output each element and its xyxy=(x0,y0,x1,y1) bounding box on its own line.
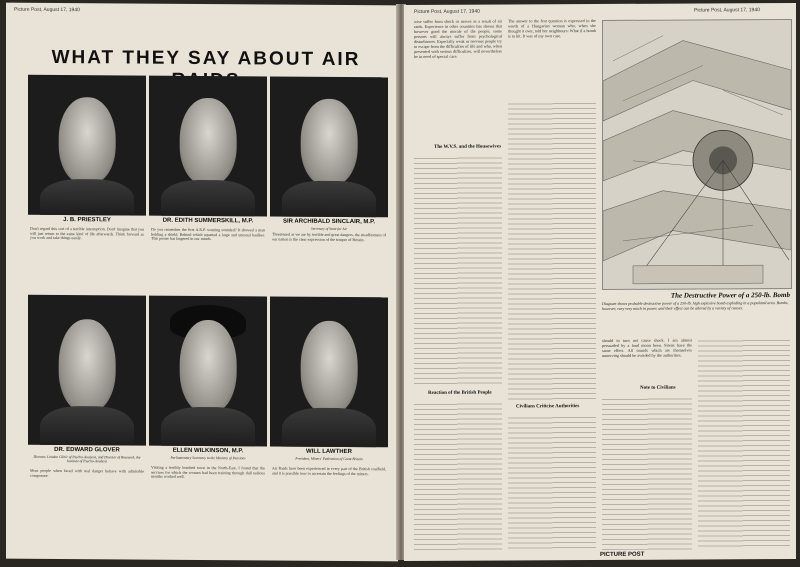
right-page-header-left: Picture Post, August 17, 1940 xyxy=(414,8,480,15)
subhead-note-civilians: Note to Civilians xyxy=(640,385,676,391)
portrait-photo-wilkinson xyxy=(149,296,267,447)
diagram-caption: The Destructive Power of a 250-lb. Bomb xyxy=(670,291,790,300)
subhead-wvs: The W.V.S. and the Housewives xyxy=(434,144,502,150)
portrait-caption-priestley: J. B. PRIESTLEY xyxy=(63,217,111,224)
portrait-caption-lawther: WILL LAWTHER xyxy=(306,448,352,456)
portrait-photo-priestley xyxy=(28,75,146,216)
portrait-photo-lawther xyxy=(270,296,388,447)
portrait-photo-sinclair xyxy=(270,76,388,217)
right-page xyxy=(404,3,796,561)
portrait-subtitle-glover: Director, London Clinic of Psycho-Analysis, and Director of Research, the Institute of Psycho-Analysis xyxy=(33,454,141,464)
body-column-2-lines xyxy=(508,100,596,400)
body-column-1-top: wise suffer from shock or nerves as a result of air raids. Experience in other countries has shown that however good the morale of the people, some persons will always suffer from psychological disturbances. Especially weak or nervous people try to escape from the difficulties of life and who, when presented with serious difficulties, will nevertheless be in need of special care. xyxy=(414,18,502,59)
left-page-header: Picture Post, August 17, 1940 xyxy=(14,6,80,14)
body-column-3-top: should in turn not cause shock. I am almost persuaded by a loud moon been. Sirens have the same effect. All sounds which are themselves unnerving should be avoided by the authorities. xyxy=(602,337,692,358)
quote-priestley: Don't regard this sort of a terrible interruption. Don't imagine that you will just return to the same kind of life afterwards. Think forward as you work and take things easily. xyxy=(30,225,144,241)
quote-sinclair: Threatened as we are by terrible and great dangers, the steadfastness of our nation is the clear expression of the temper of Britain. xyxy=(272,231,386,242)
body-column-1-lines xyxy=(414,155,502,385)
portrait-photo-glover xyxy=(28,295,146,446)
page-title: WHAT THEY SAY ABOUT AIR xyxy=(51,46,361,71)
quote-summerskill: Do you remember the first A.R.P. warning sounded? It showed a man holding a shield. Behind which squatted a large and unusual baulker. This poster has lingered in our minds. xyxy=(151,226,265,242)
portrait-subtitle-wilkinson: Parliamentary Secretary to the Ministry of Pensions xyxy=(170,455,246,461)
page-footer: PICTURE POST xyxy=(600,551,645,558)
body-column-2-bottom-lines xyxy=(508,414,596,550)
quote-glover: Most people when faced with real danger behave with admirable composure. xyxy=(30,467,144,478)
portrait-caption-glover: DR. EDWARD GLOVER xyxy=(54,446,120,454)
body-column-2-top: The answer to the fear question is expressed in the words of a Hungarian woman who, when she thought it over, told her neighbours: What if a bomb is to hit. It was of my own case. xyxy=(508,18,596,39)
portrait-caption-summerskill: DR. EDITH SUMMERSKILL, M.P. xyxy=(162,217,254,225)
portrait-subtitle-lawther: President, Miners' Federation of Great Britain xyxy=(295,456,363,462)
portrait-caption-wilkinson: ELLEN WILKINSON, M.P. xyxy=(172,447,244,455)
portrait-caption-sinclair: SIR ARCHIBALD SINCLAIR, M.P. xyxy=(282,218,375,226)
portrait-subtitle-sinclair: Secretary of State for Air xyxy=(311,226,347,232)
bomb-diagram xyxy=(602,19,792,290)
quote-lawther: Air Raids have been experienced in every part of the British coalfield, and it is possible now to ascertain the feelings of the miners. xyxy=(272,465,386,476)
quote-wilkinson: Visiting a terribly bombed town in the North-East, I found that the services for which the women had been training through dull tedious months worked well. xyxy=(151,464,265,480)
subhead-civilians: Civilians Criticise Authorities xyxy=(516,404,580,410)
bomb-diagram-illustration xyxy=(603,20,791,289)
body-column-3-lines xyxy=(602,396,692,550)
diagram-description: Diagram shows probable destructive power of a 250-lb. high explosive bomb exploding in a populated area. Bombs, however, vary very much in power, and their effect can be altered by a variety of causes. xyxy=(602,300,789,311)
right-page-header-right: Picture Post, August 17, 1940 xyxy=(694,7,760,14)
magazine-spread xyxy=(6,4,796,560)
body-column-1-bottom-lines xyxy=(414,401,502,551)
left-page xyxy=(6,3,398,562)
subhead-reaction: Reaction of the British People xyxy=(428,390,492,396)
body-column-4-lines xyxy=(698,337,790,549)
portrait-photo-summerskill xyxy=(149,76,267,217)
